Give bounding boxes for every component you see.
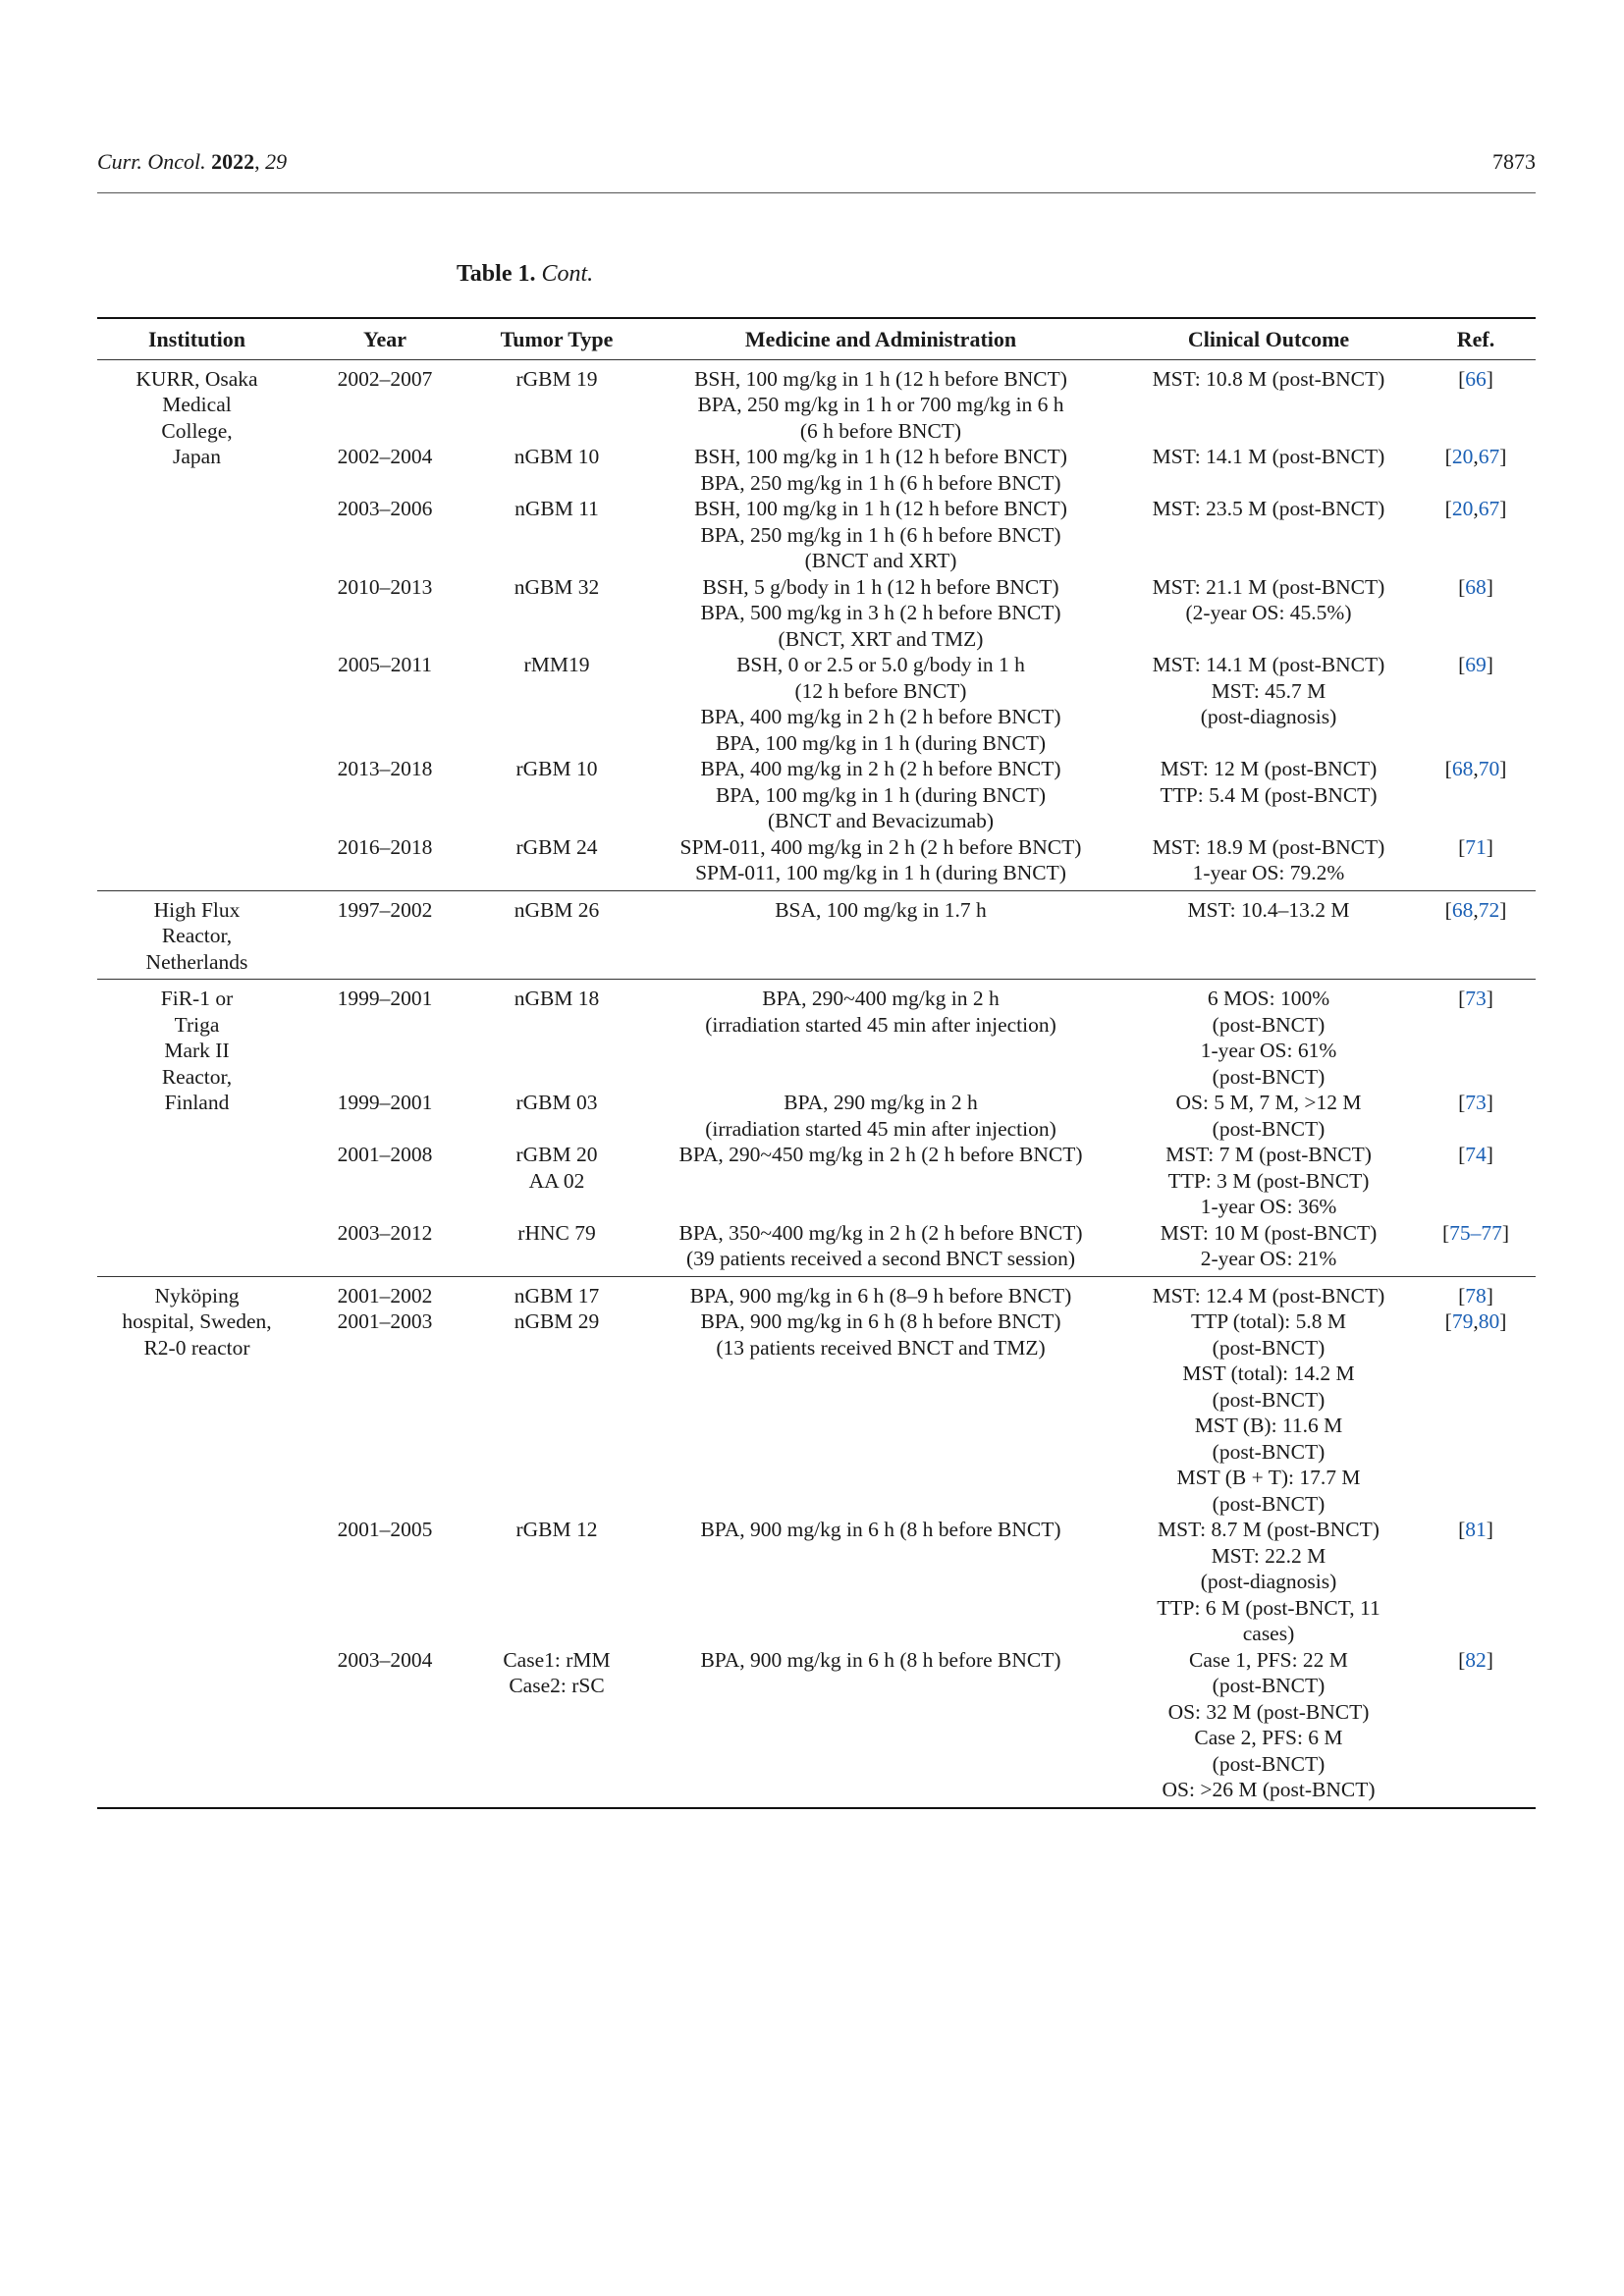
reference-link[interactable]: 20 [1451, 445, 1474, 468]
medicine-line: BSH, 5 g/body in 1 h (12 h before BNCT) [702, 574, 1059, 599]
cell-medicine [640, 834, 1121, 891]
cell-ref [1416, 1220, 1536, 1277]
outcome-line: MST: 14.1 M (post-BNCT) [1152, 653, 1385, 676]
outcome-line: MST: 10.8 M (post-BNCT) [1152, 366, 1385, 391]
cell-tumor-type [473, 834, 640, 891]
cell-year [297, 1517, 473, 1647]
table-body [97, 359, 1536, 1808]
reference-link[interactable]: 82 [1465, 1647, 1487, 1672]
medicine-line: BPA, 250 mg/kg in 1 h or 700 mg/kg in 6 h [697, 393, 1064, 416]
outcome-line: TTP: 5.4 M (post-BNCT) [1160, 782, 1378, 807]
table-row [97, 890, 1536, 980]
journal-name: Curr. Oncol. [97, 149, 206, 174]
page-header [97, 149, 1536, 175]
cell-ref [1416, 574, 1536, 653]
cell-year [297, 834, 473, 891]
cell-outcome [1121, 652, 1416, 756]
reference-link[interactable]: 80 [1478, 1309, 1500, 1333]
cell-medicine [640, 496, 1121, 574]
tumor-line: nGBM 29 [514, 1309, 600, 1333]
cell-ref [1416, 1276, 1536, 1517]
cell-ref [1416, 1647, 1536, 1808]
outcome-line: OS: 32 M (post-BNCT) [1167, 1699, 1370, 1724]
medicine-line: BSH, 100 mg/kg in 1 h (12 h before BNCT) [694, 497, 1067, 520]
cell-year [297, 574, 473, 653]
year-line: 2001–2005 [337, 1518, 433, 1541]
medicine-line: BPA, 250 mg/kg in 1 h (6 h before BNCT) [700, 470, 1061, 495]
cell-medicine [640, 1517, 1121, 1647]
institution-line: Finland [164, 1091, 230, 1114]
medicine-line: BPA, 500 mg/kg in 3 h (2 h before BNCT) [700, 601, 1061, 624]
col-header-tumor-type: Tumor Type [473, 318, 640, 359]
outcome-line: (post-diagnosis) [1200, 705, 1337, 728]
cell-medicine [640, 1647, 1121, 1808]
reference-link[interactable]: 67 [1478, 497, 1500, 520]
outcome-line: MST (B + T): 17.7 M [1176, 1466, 1361, 1489]
cell-ref [1416, 1142, 1536, 1220]
cell-outcome [1121, 834, 1416, 891]
table-row [97, 1517, 1536, 1647]
ref-line: [78] [1458, 1283, 1493, 1308]
cell-year [297, 1142, 473, 1220]
reference-link[interactable]: 79 [1451, 1309, 1474, 1333]
tumor-line: AA 02 [528, 1168, 585, 1193]
year-line: 2001–2003 [337, 1309, 433, 1333]
institution-line: hospital, Sweden, [122, 1309, 272, 1333]
col-header-year: Year [297, 318, 473, 359]
reference-link[interactable]: 68 [1451, 897, 1474, 922]
outcome-line: MST: 45.7 M [1211, 678, 1326, 703]
ref-line: [75–77] [1441, 1220, 1510, 1245]
reference-link[interactable]: 78 [1465, 1283, 1487, 1308]
cell-tumor-type [473, 574, 640, 653]
col-header-medicine: Medicine and Administration [640, 318, 1121, 359]
cell-institution [97, 1276, 297, 1808]
institution-line: Mark II [164, 1039, 230, 1062]
col-header-ref: Ref. [1416, 318, 1536, 359]
reference-link[interactable]: 72 [1478, 897, 1500, 922]
tumor-line: rGBM 10 [515, 757, 598, 780]
running-head: Curr. Oncol. 2022, 29 [97, 149, 288, 174]
cell-tumor-type [473, 1220, 640, 1277]
medicine-line: SPM-011, 400 mg/kg in 2 h (2 h before BNCT) [679, 834, 1082, 859]
outcome-line: MST: 12.4 M (post-BNCT) [1152, 1283, 1385, 1308]
table-row [97, 1090, 1536, 1142]
ref-line: [68,72] [1444, 897, 1507, 922]
cell-institution [97, 980, 297, 1277]
cell-tumor-type [473, 756, 640, 834]
outcome-line: (2-year OS: 45.5%) [1185, 601, 1352, 624]
cell-year [297, 980, 473, 1091]
cell-year [297, 652, 473, 756]
col-header-institution: Institution [97, 318, 297, 359]
outcome-line: TTP (total): 5.8 M [1190, 1309, 1347, 1333]
year-line: 2001–2008 [337, 1143, 433, 1166]
reference-link[interactable]: 20 [1451, 497, 1474, 520]
year-line: 1999–2001 [337, 1091, 433, 1114]
cell-medicine [640, 1276, 1121, 1517]
outcome-line: (post-BNCT) [1212, 1064, 1326, 1089]
outcome-line: MST: 23.5 M (post-BNCT) [1152, 497, 1385, 520]
cell-year [297, 890, 473, 980]
outcome-line: 2-year OS: 21% [1200, 1247, 1337, 1270]
cell-tumor-type [473, 359, 640, 444]
cell-ref [1416, 834, 1536, 891]
cell-outcome [1121, 574, 1416, 653]
tumor-line: nGBM 10 [514, 445, 600, 468]
reference-link[interactable]: 74 [1465, 1143, 1487, 1166]
outcome-line: MST: 10.4–13.2 M [1187, 897, 1350, 922]
medicine-line: BPA, 900 mg/kg in 6 h (8 h before BNCT) [700, 1647, 1061, 1672]
tumor-line: rGBM 03 [515, 1091, 598, 1114]
tumor-line: Case1: rMM [503, 1647, 611, 1672]
reference-link[interactable]: 66 [1465, 366, 1487, 391]
cell-tumor-type [473, 496, 640, 574]
table-row [97, 496, 1536, 574]
cell-outcome [1121, 359, 1416, 444]
medicine-line: BPA, 900 mg/kg in 6 h (8 h before BNCT) [700, 1518, 1061, 1541]
cell-outcome [1121, 1220, 1416, 1277]
outcome-line: 1-year OS: 79.2% [1192, 861, 1345, 884]
cell-tumor-type [473, 1276, 640, 1517]
cell-year [297, 444, 473, 496]
outcome-line: TTP: 6 M (post-BNCT, 11 [1157, 1595, 1380, 1620]
outcome-line: MST: 7 M (post-BNCT) [1165, 1143, 1372, 1166]
page-number: 7873 [1492, 149, 1536, 174]
year-line: 2003–2006 [337, 497, 433, 520]
cell-outcome [1121, 1090, 1416, 1142]
institution-line: Reactor, [161, 1064, 233, 1089]
table-row [97, 574, 1536, 653]
medicine-line: BPA, 400 mg/kg in 2 h (2 h before BNCT) [700, 705, 1061, 728]
institution-line: Nyköping [154, 1283, 240, 1308]
medicine-line: (BNCT, XRT and TMZ) [778, 626, 984, 651]
outcome-line: (post-BNCT) [1212, 1674, 1326, 1697]
cell-ref [1416, 652, 1536, 756]
cell-outcome [1121, 1276, 1416, 1517]
year-line: 2002–2004 [337, 445, 433, 468]
medicine-line: BPA, 100 mg/kg in 1 h (during BNCT) [715, 730, 1047, 755]
cell-medicine [640, 574, 1121, 653]
outcome-line: (post-BNCT) [1212, 1116, 1326, 1141]
cell-medicine [640, 444, 1121, 496]
table-row [97, 1276, 1536, 1517]
cell-medicine [640, 652, 1121, 756]
ref-line: [66] [1458, 366, 1493, 391]
cell-tumor-type [473, 1647, 640, 1808]
cell-ref [1416, 890, 1536, 980]
institution-line: College, [161, 418, 233, 443]
medicine-line: BSH, 100 mg/kg in 1 h (12 h before BNCT) [694, 445, 1067, 468]
tumor-line: Case2: rSC [509, 1674, 605, 1697]
medicine-line: (BNCT and XRT) [804, 549, 957, 572]
institution-line: Reactor, [161, 924, 233, 947]
table-row [97, 834, 1536, 891]
ref-line: [82] [1458, 1647, 1493, 1672]
institution-line: FiR-1 or [160, 987, 234, 1010]
medicine-line: BPA, 900 mg/kg in 6 h (8 h before BNCT) [700, 1309, 1061, 1333]
tumor-line: nGBM 26 [514, 897, 600, 922]
cell-medicine [640, 980, 1121, 1091]
reference-link[interactable]: 73 [1465, 1091, 1487, 1114]
medicine-line: BPA, 250 mg/kg in 1 h (6 h before BNCT) [700, 522, 1061, 547]
outcome-line: 6 MOS: 100% [1207, 987, 1330, 1010]
cell-medicine [640, 1220, 1121, 1277]
outcome-line: MST: 18.9 M (post-BNCT) [1152, 834, 1385, 859]
cell-ref [1416, 496, 1536, 574]
cell-tumor-type [473, 444, 640, 496]
table-row [97, 444, 1536, 496]
institution-line: Netherlands [145, 949, 248, 974]
table-row [97, 756, 1536, 834]
tumor-line: nGBM 18 [514, 987, 600, 1010]
institution-line: Triga [174, 1012, 220, 1037]
cell-year [297, 1220, 473, 1277]
cell-year [297, 359, 473, 444]
institution-line: KURR, Osaka [135, 366, 258, 391]
tumor-line: rGBM 24 [515, 834, 598, 859]
medicine-line: (irradiation started 45 min after injection) [705, 1012, 1056, 1037]
year-line: 2001–2002 [337, 1283, 433, 1308]
medicine-line: BPA, 100 mg/kg in 1 h (during BNCT) [715, 782, 1047, 807]
outcome-line: (post-BNCT) [1212, 1491, 1326, 1516]
outcome-line: cases) [1242, 1622, 1295, 1645]
year-line: 2002–2007 [337, 366, 433, 391]
cell-tumor-type [473, 1090, 640, 1142]
outcome-line: (post-BNCT) [1212, 1012, 1326, 1037]
cell-tumor-type [473, 890, 640, 980]
cell-year [297, 756, 473, 834]
medicine-line: (12 h before BNCT) [794, 678, 967, 703]
outcome-line: 1-year OS: 36% [1200, 1195, 1337, 1218]
outcome-line: MST: 14.1 M (post-BNCT) [1152, 445, 1385, 468]
data-table [97, 317, 1536, 1809]
cell-ref [1416, 359, 1536, 444]
cell-ref [1416, 1090, 1536, 1142]
outcome-line: TTP: 3 M (post-BNCT) [1167, 1168, 1370, 1193]
cell-outcome [1121, 890, 1416, 980]
outcome-line: Case 1, PFS: 22 M [1189, 1647, 1348, 1672]
medicine-line: (39 patients received a second BNCT session) [685, 1247, 1076, 1270]
ref-line: [73] [1458, 987, 1493, 1010]
cell-medicine [640, 890, 1121, 980]
cell-medicine [640, 756, 1121, 834]
journal-year: 2022 [211, 149, 255, 174]
cell-institution [97, 359, 297, 890]
table-continued: Cont. [541, 261, 594, 287]
medicine-line: (6 h before BNCT) [799, 418, 962, 443]
table-row [97, 652, 1536, 756]
tumor-line: rGBM 12 [515, 1518, 598, 1541]
table-caption [457, 261, 593, 288]
year-line: 1997–2002 [337, 897, 433, 922]
outcome-line: Case 2, PFS: 6 M [1194, 1726, 1343, 1749]
reference-link[interactable]: 68 [1451, 757, 1474, 780]
cell-year [297, 1276, 473, 1517]
cell-medicine [640, 1142, 1121, 1220]
outcome-line: (post-diagnosis) [1200, 1570, 1337, 1593]
medicine-line: SPM-011, 100 mg/kg in 1 h (during BNCT) [695, 861, 1066, 884]
medicine-line: BPA, 900 mg/kg in 6 h (8–9 h before BNCT) [689, 1283, 1072, 1308]
cell-ref [1416, 756, 1536, 834]
year-line: 2003–2004 [337, 1647, 433, 1672]
medicine-line: (irradiation started 45 min after injection) [705, 1116, 1056, 1141]
outcome-line: (post-BNCT) [1212, 1751, 1326, 1776]
cell-outcome [1121, 1142, 1416, 1220]
medicine-line: BSA, 100 mg/kg in 1.7 h [775, 897, 987, 922]
reference-link[interactable]: 73 [1465, 987, 1487, 1010]
ref-line: [69] [1458, 653, 1493, 676]
cell-medicine [640, 359, 1121, 444]
table-row [97, 1220, 1536, 1277]
col-header-outcome: Clinical Outcome [1121, 318, 1416, 359]
cell-outcome [1121, 444, 1416, 496]
medicine-line: (BNCT and Bevacizumab) [767, 809, 995, 832]
tumor-line: nGBM 11 [514, 497, 599, 520]
cell-ref [1416, 1517, 1536, 1647]
outcome-line: MST: 10 M (post-BNCT) [1160, 1220, 1378, 1245]
outcome-line: MST: 12 M (post-BNCT) [1160, 757, 1378, 780]
medicine-line: BPA, 350~400 mg/kg in 2 h (2 h before BNCT) [678, 1220, 1083, 1245]
cell-year [297, 496, 473, 574]
cell-ref [1416, 444, 1536, 496]
year-line: 2010–2013 [337, 574, 433, 599]
tumor-line: rHNC 79 [517, 1220, 596, 1245]
cell-institution [97, 890, 297, 980]
ref-line: [73] [1458, 1091, 1493, 1114]
outcome-line: OS: 5 M, 7 M, >12 M [1175, 1091, 1362, 1114]
cell-tumor-type [473, 1517, 640, 1647]
tumor-line: nGBM 32 [514, 574, 600, 599]
reference-link[interactable]: 70 [1478, 757, 1500, 780]
cell-outcome [1121, 756, 1416, 834]
cell-outcome [1121, 1517, 1416, 1647]
header-rule [97, 192, 1536, 193]
outcome-line: (post-BNCT) [1212, 1335, 1326, 1360]
cell-outcome [1121, 496, 1416, 574]
institution-line: High Flux [153, 897, 241, 922]
cell-tumor-type [473, 652, 640, 756]
table-row [97, 1647, 1536, 1808]
ref-line: [74] [1458, 1143, 1493, 1166]
table-row [97, 359, 1536, 444]
outcome-line: MST (total): 14.2 M [1182, 1362, 1355, 1385]
reference-link[interactable]: 67 [1478, 445, 1500, 468]
reference-link[interactable]: 71 [1465, 834, 1487, 859]
institution-line: Japan [173, 445, 221, 468]
cell-tumor-type [473, 980, 640, 1091]
year-line: 2005–2011 [338, 653, 432, 676]
ref-line: [68] [1458, 574, 1493, 599]
tumor-line: rMM19 [523, 653, 590, 676]
medicine-line: BPA, 290~450 mg/kg in 2 h (2 h before BNCT) [678, 1143, 1083, 1166]
medicine-line: BPA, 290~400 mg/kg in 2 h [762, 987, 1000, 1010]
reference-link[interactable]: 68 [1465, 574, 1487, 599]
tumor-line: rGBM 19 [515, 366, 598, 391]
table-header-row [97, 318, 1536, 359]
ref-line: [20,67] [1444, 445, 1507, 468]
tumor-line: nGBM 17 [514, 1283, 600, 1308]
year-line: 2016–2018 [337, 834, 433, 859]
cell-year [297, 1090, 473, 1142]
medicine-line: BSH, 100 mg/kg in 1 h (12 h before BNCT) [694, 366, 1067, 391]
journal-volume: 29 [265, 149, 288, 174]
year-line: 2003–2012 [337, 1220, 433, 1245]
outcome-line: (post-BNCT) [1212, 1439, 1326, 1464]
reference-link[interactable]: 69 [1465, 653, 1487, 676]
cell-medicine [640, 1090, 1121, 1142]
outcome-line: MST: 8.7 M (post-BNCT) [1158, 1518, 1380, 1541]
year-line: 2013–2018 [337, 757, 433, 780]
medicine-line: BPA, 400 mg/kg in 2 h (2 h before BNCT) [700, 757, 1061, 780]
cell-outcome [1121, 980, 1416, 1091]
institution-line: Medical [162, 393, 232, 416]
outcome-line: MST: 22.2 M [1211, 1543, 1326, 1568]
table-label: Table 1. [457, 261, 536, 287]
reference-link[interactable]: 81 [1465, 1518, 1487, 1541]
ref-line: [71] [1458, 834, 1493, 859]
cell-year [297, 1647, 473, 1808]
outcome-line: OS: >26 M (post-BNCT) [1162, 1778, 1376, 1801]
cell-outcome [1121, 1647, 1416, 1808]
cell-ref [1416, 980, 1536, 1091]
institution-line: R2-0 reactor [143, 1335, 250, 1360]
tumor-line: rGBM 20 [515, 1143, 598, 1166]
table-row [97, 1142, 1536, 1220]
ref-line: [81] [1458, 1518, 1493, 1541]
outcome-line: MST (B): 11.6 M [1194, 1414, 1343, 1437]
ref-line: [79,80] [1444, 1309, 1507, 1333]
medicine-line: (13 patients received BNCT and TMZ) [716, 1335, 1046, 1360]
reference-link[interactable]: 75–77 [1449, 1220, 1502, 1245]
cell-tumor-type [473, 1142, 640, 1220]
table-row [97, 980, 1536, 1091]
medicine-line: BPA, 290 mg/kg in 2 h [784, 1091, 978, 1114]
outcome-line: 1-year OS: 61% [1200, 1039, 1337, 1062]
outcome-line: (post-BNCT) [1212, 1387, 1326, 1412]
ref-line: [20,67] [1444, 497, 1507, 520]
outcome-line: MST: 21.1 M (post-BNCT) [1152, 574, 1385, 599]
year-line: 1999–2001 [337, 987, 433, 1010]
medicine-line: BSH, 0 or 2.5 or 5.0 g/body in 1 h [736, 653, 1025, 676]
ref-line: [68,70] [1444, 757, 1507, 780]
